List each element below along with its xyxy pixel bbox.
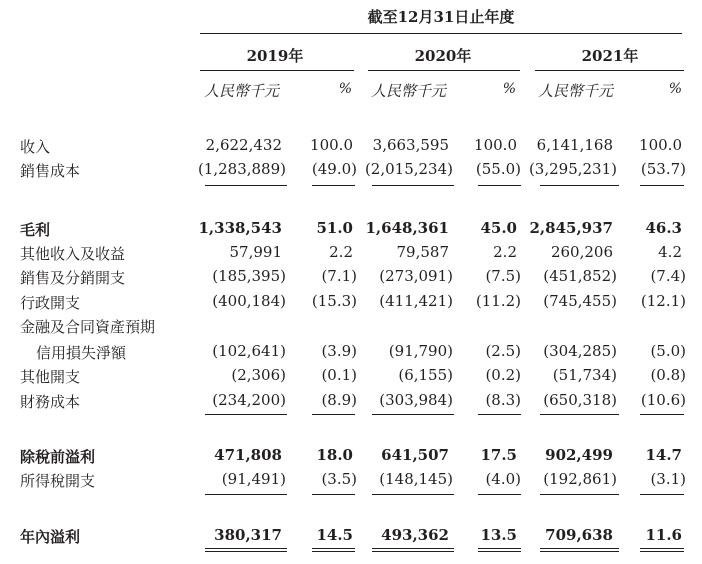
cell-2019-pct: (0.1) bbox=[321, 366, 357, 384]
cell-2019-amount: (102,641) bbox=[212, 342, 286, 360]
cell-2019-amount: (91,491) bbox=[221, 470, 286, 488]
row-label: 財務成本 bbox=[20, 393, 81, 411]
cell-2021-pct: (12.1) bbox=[640, 292, 686, 310]
cell-2021-pct: (0.8) bbox=[650, 366, 686, 384]
cell-2020-amount: 3,663,595 bbox=[372, 136, 449, 154]
cell-2019-pct: 2.2 bbox=[329, 243, 353, 261]
cell-2020-amount: 1,648,361 bbox=[365, 219, 449, 237]
cell-2020-pct: 45.0 bbox=[480, 219, 517, 237]
row-label: 其他開支 bbox=[20, 368, 81, 386]
cell-2019-amount: 380,317 bbox=[214, 526, 282, 544]
cell-2020-pct: (55.0) bbox=[475, 160, 521, 178]
cell-2021-pct: (53.7) bbox=[640, 160, 686, 178]
subtotal-rule bbox=[312, 494, 355, 495]
total-double-rule bbox=[540, 548, 619, 552]
subtotal-rule bbox=[478, 414, 521, 415]
cell-2020-pct: 100.0 bbox=[474, 136, 517, 154]
subtotal-rule bbox=[372, 414, 454, 415]
subtotal-rule bbox=[540, 185, 619, 186]
cell-2021-amount: 260,206 bbox=[550, 243, 613, 261]
subtotal-rule bbox=[372, 185, 454, 186]
row-label: 除稅前溢利 bbox=[20, 448, 96, 466]
cell-2019-amount: (185,395) bbox=[212, 267, 286, 285]
pct-label-2020: % bbox=[502, 81, 516, 97]
cell-2020-amount: 641,507 bbox=[381, 446, 449, 464]
total-double-rule bbox=[205, 548, 287, 552]
subtotal-rule bbox=[640, 185, 684, 186]
year-header-2021: 2021年 bbox=[581, 47, 639, 65]
header-rule bbox=[200, 33, 682, 34]
cell-2020-pct: 17.5 bbox=[480, 446, 517, 464]
cell-2020-pct: (8.3) bbox=[485, 391, 521, 409]
cell-2019-pct: (3.9) bbox=[321, 342, 357, 360]
cell-2021-amount: 6,141,168 bbox=[536, 136, 613, 154]
cell-2021-amount: (745,455) bbox=[543, 292, 617, 310]
cell-2020-amount: (411,421) bbox=[379, 292, 453, 310]
year-header-2019: 2019年 bbox=[246, 47, 304, 65]
row-label: 年內溢利 bbox=[20, 528, 81, 546]
cell-2020-amount: (273,091) bbox=[379, 267, 453, 285]
subtotal-rule bbox=[540, 414, 619, 415]
cell-2020-pct: (7.5) bbox=[485, 267, 521, 285]
row-label: 金融及合同資產預期 bbox=[20, 318, 156, 336]
cell-2019-pct: (3.5) bbox=[321, 470, 357, 488]
cell-2021-amount: (3,295,231) bbox=[528, 160, 617, 178]
cell-2020-amount: (2,015,234) bbox=[364, 160, 453, 178]
cell-2021-pct: (7.4) bbox=[650, 267, 686, 285]
total-double-rule bbox=[372, 548, 454, 552]
total-double-rule bbox=[640, 548, 684, 552]
row-label: 毛利 bbox=[20, 221, 51, 239]
cell-2021-amount: (451,852) bbox=[543, 267, 617, 285]
cell-2020-pct: (2.5) bbox=[485, 342, 521, 360]
cell-2021-amount: (304,285) bbox=[543, 342, 617, 360]
cell-2020-amount: 493,362 bbox=[381, 526, 449, 544]
cell-2020-amount: (91,790) bbox=[388, 342, 453, 360]
cell-2019-pct: 18.0 bbox=[316, 446, 353, 464]
cell-2020-amount: (6,155) bbox=[398, 366, 453, 384]
cell-2021-amount: 709,638 bbox=[545, 526, 613, 544]
cell-2019-amount: (400,184) bbox=[212, 292, 286, 310]
year-rule-2021 bbox=[535, 70, 684, 71]
cell-2021-amount: (51,734) bbox=[552, 366, 617, 384]
subtotal-rule bbox=[205, 414, 287, 415]
subtotal-rule bbox=[640, 494, 684, 495]
unit-label-2020: 人民幣千元 bbox=[371, 82, 447, 100]
row-label: 信用損失淨額 bbox=[36, 344, 127, 362]
cell-2019-pct: (15.3) bbox=[311, 292, 357, 310]
total-double-rule bbox=[478, 548, 521, 552]
row-label: 所得稅開支 bbox=[20, 472, 96, 490]
table-period-header: 截至12月31日止年度 bbox=[367, 8, 515, 26]
total-double-rule bbox=[312, 548, 355, 552]
cell-2020-pct: (4.0) bbox=[485, 470, 521, 488]
cell-2019-amount: 57,991 bbox=[229, 243, 282, 261]
cell-2021-pct: (3.1) bbox=[650, 470, 686, 488]
cell-2021-pct: 11.6 bbox=[645, 526, 682, 544]
unit-label-2021: 人民幣千元 bbox=[538, 82, 614, 100]
cell-2020-amount: (148,145) bbox=[379, 470, 453, 488]
year-header-2020: 2020年 bbox=[414, 47, 472, 65]
cell-2021-amount: (650,318) bbox=[543, 391, 617, 409]
row-label: 銷售及分銷開支 bbox=[20, 269, 126, 287]
cell-2021-pct: 100.0 bbox=[639, 136, 682, 154]
cell-2021-amount: 2,845,937 bbox=[529, 219, 613, 237]
cell-2019-pct: (49.0) bbox=[311, 160, 357, 178]
unit-label-2019: 人民幣千元 bbox=[204, 82, 280, 100]
subtotal-rule bbox=[312, 185, 355, 186]
cell-2021-pct: 14.7 bbox=[645, 446, 682, 464]
subtotal-rule bbox=[478, 494, 521, 495]
pct-label-2021: % bbox=[668, 81, 682, 97]
subtotal-rule bbox=[205, 185, 287, 186]
cell-2021-amount: 902,499 bbox=[545, 446, 613, 464]
cell-2020-amount: 79,587 bbox=[396, 243, 449, 261]
cell-2021-pct: 4.2 bbox=[658, 243, 682, 261]
cell-2020-amount: (303,984) bbox=[379, 391, 453, 409]
subtotal-rule bbox=[540, 494, 619, 495]
row-label: 行政開支 bbox=[20, 294, 81, 312]
cell-2020-pct: 13.5 bbox=[480, 526, 517, 544]
cell-2020-pct: 2.2 bbox=[493, 243, 517, 261]
year-rule-2020 bbox=[368, 70, 520, 71]
cell-2019-amount: 1,338,543 bbox=[198, 219, 282, 237]
year-rule-2019 bbox=[200, 70, 354, 71]
cell-2021-pct: (10.6) bbox=[640, 391, 686, 409]
cell-2020-pct: (11.2) bbox=[475, 292, 521, 310]
row-label: 其他收入及收益 bbox=[20, 245, 126, 263]
subtotal-rule bbox=[205, 494, 287, 495]
subtotal-rule bbox=[478, 185, 521, 186]
pct-label-2019: % bbox=[338, 81, 352, 97]
cell-2021-pct: 46.3 bbox=[645, 219, 682, 237]
cell-2019-pct: 100.0 bbox=[310, 136, 353, 154]
row-label: 收入 bbox=[20, 138, 51, 156]
cell-2019-pct: 51.0 bbox=[316, 219, 353, 237]
cell-2019-amount: 2,622,432 bbox=[205, 136, 282, 154]
cell-2019-amount: (2,306) bbox=[231, 366, 286, 384]
cell-2019-pct: 14.5 bbox=[316, 526, 353, 544]
cell-2021-pct: (5.0) bbox=[650, 342, 686, 360]
cell-2019-amount: (1,283,889) bbox=[197, 160, 286, 178]
subtotal-rule bbox=[372, 494, 454, 495]
cell-2019-pct: (8.9) bbox=[321, 391, 357, 409]
cell-2020-pct: (0.2) bbox=[485, 366, 521, 384]
cell-2019-pct: (7.1) bbox=[321, 267, 357, 285]
row-label: 銷售成本 bbox=[20, 162, 81, 180]
subtotal-rule bbox=[312, 414, 355, 415]
cell-2019-amount: (234,200) bbox=[212, 391, 286, 409]
subtotal-rule bbox=[640, 414, 684, 415]
cell-2019-amount: 471,808 bbox=[214, 446, 282, 464]
cell-2021-amount: (192,861) bbox=[543, 470, 617, 488]
